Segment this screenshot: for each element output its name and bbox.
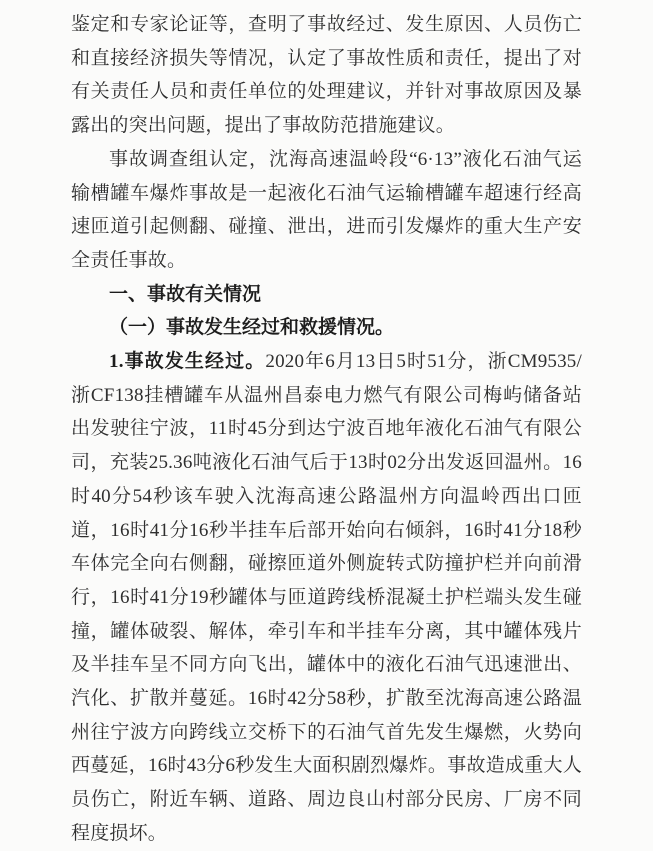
- section-heading-accident-overview: 一、事故有关情况: [109, 283, 262, 305]
- paragraph-accident-course: [71, 345, 582, 851]
- run-in-heading-accident-course: 1.事故发生经过。: [109, 351, 266, 373]
- subsection-heading-accident-course-rescue: （一）事故发生经过和救援情况。: [109, 317, 395, 339]
- paragraph-accident-course-text: 2020年6月13日5时51分，浙CM9535/浙CF138挂槽罐车从温州昌泰电力燃气有限公司梅屿储备站出发驶往宁波，11时45分到达宁波百地年液化石油气有限公司，充装25.36吨液化石油气后于13时02分出发返回温州。16时40分54秒该车驶入沈海高速公路温州方向温岭西出口匝道，16时41分16秒半挂车后部开始向右倾斜，16时41分18秒车体完全向右侧翻，碰擦匝道外侧旋转式防撞护栏并向前滑行，16时41分19秒罐体与匝道跨线桥混凝土护栏端头发生碰撞，罐体破裂、解体，牵引车和半挂车分离，其中罐体残片及半挂车呈不同方向飞出，罐体中的液化石油气迅速泄出、汽化、扩散并蔓延。16时42分58秒，扩散至沈海高速公路温州往宁波方向跨线立交桥下的石油气首先发生爆燃，火势向西蔓延，16时43分6秒发生大面积剧烈爆炸。事故造成重大人员伤亡，附近车辆、道路、周边良山村部分民房、厂房不同程度损坏。: [71, 351, 582, 844]
- paragraph-continuation: 鉴定和专家论证等，查明了事故经过、发生原因、人员伤亡和直接经济损失等情况，认定了事故性质和责任，提出了对有关责任人员和责任单位的处理建议，并针对事故原因及暴露出的突出问题，提出了事故防范措施建议。: [71, 14, 582, 137]
- paragraph-accident-determination: 事故调查组认定，沈海高速温岭段“6·13”液化石油气运输槽罐车爆炸事故是一起液化石油气运输槽罐车超速行经高速匝道引起侧翻、碰撞、泄出，进而引发爆炸的重大生产安全责任事故。: [71, 148, 582, 271]
